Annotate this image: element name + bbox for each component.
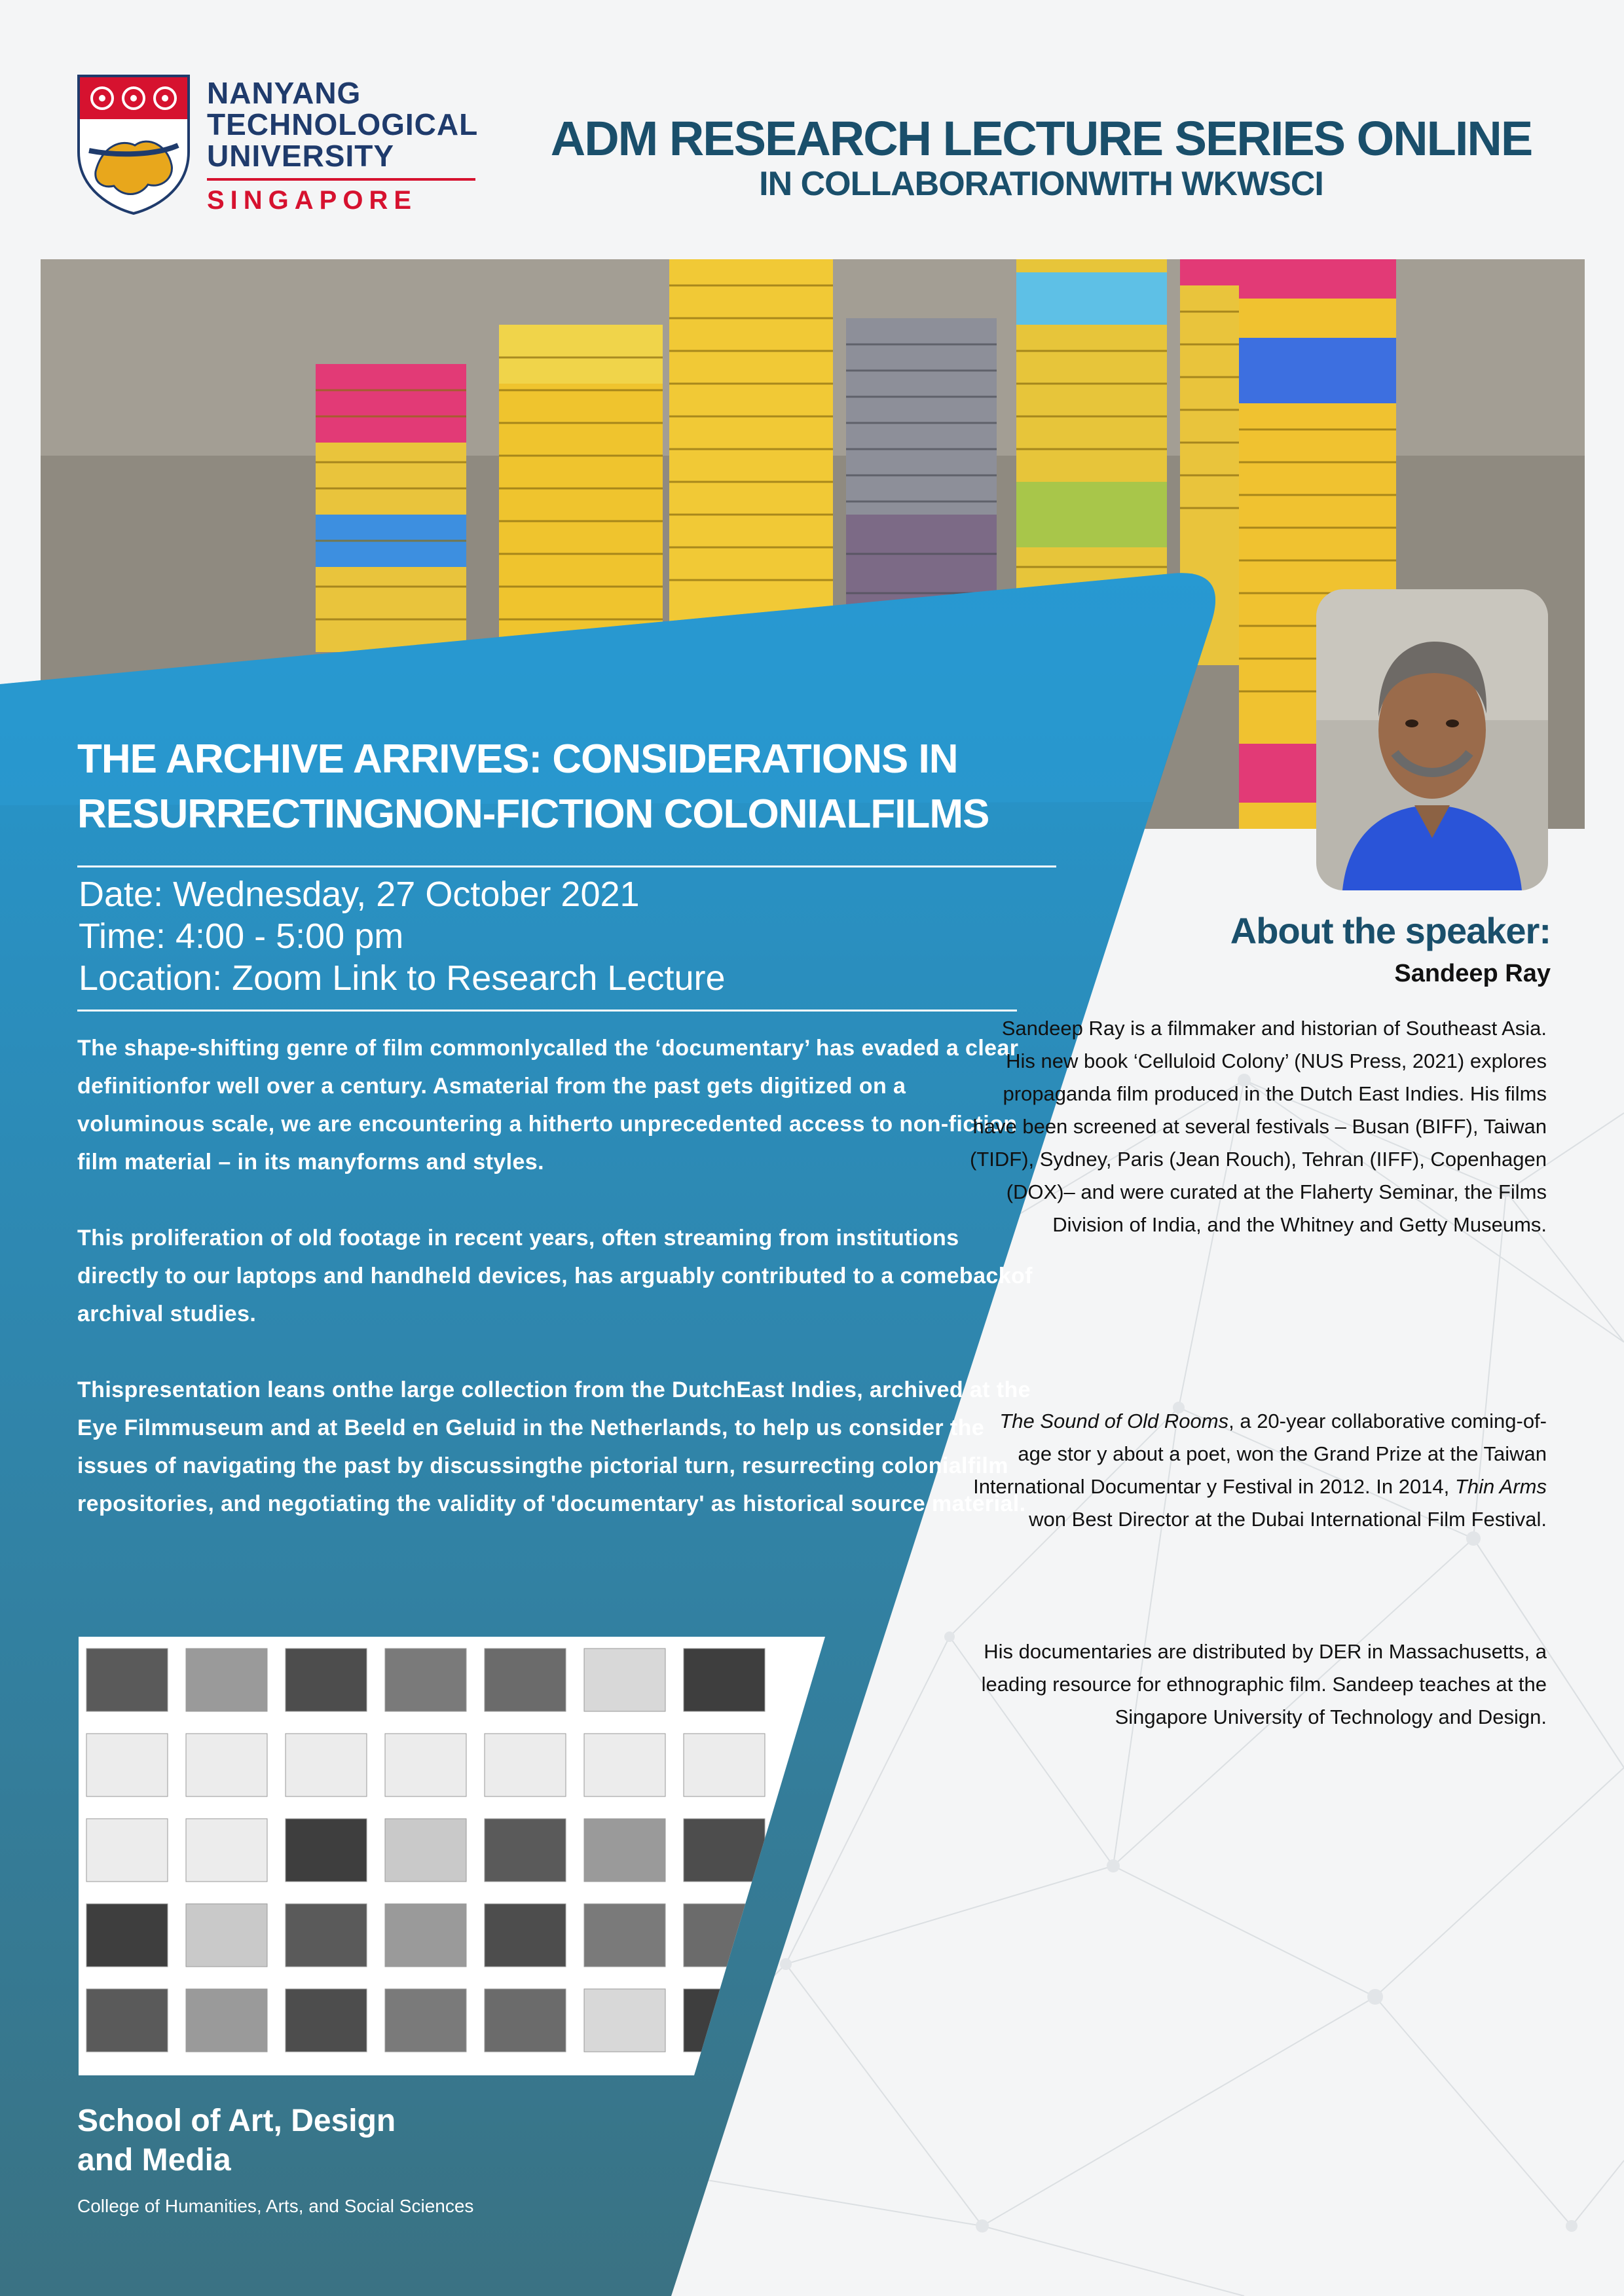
- archive-photo-thumbnail: [684, 1989, 765, 2052]
- archive-photo-thumbnail: [186, 1989, 267, 2052]
- school-name-line1: School of Art, Design: [77, 2104, 396, 2138]
- film-title-sound-of-old-rooms: The Sound of Old Rooms: [999, 1410, 1229, 1432]
- archive-photo-thumbnail: [385, 1819, 466, 1882]
- archive-photo-thumbnail: [286, 1989, 367, 2052]
- lecture-title-line2: RESURRECTINGNON-FICTION COLONIALFILMS: [77, 792, 989, 837]
- speaker-bio-2-text-a: , a 20-year collaborative coming-of-age stor y about a poet, won the Grand Prize at the Taiwan International Documentar y Festival in 2012. In 2014,: [973, 1410, 1547, 1498]
- archive-photo-thumbnail: [684, 1819, 765, 1882]
- speaker-bio-2-text-b: won Best Director at the Dubai International Film Festival.: [1029, 1508, 1547, 1531]
- archive-document-thumbnail: [86, 1819, 168, 1882]
- archive-photo-thumbnail: [385, 1904, 466, 1967]
- abstract-paragraph-3: Thispresentation leans onthe large collection from the DutchEast Indies, archived at the Eye Filmmuseum and at Beeld en Geluid in the Netherlands, to help us consider the issues of navigating the past by discussingthe pictorial turn, resurrecting colonialfilm repositories, and negotiating the validity of 'documentary' as historical source material.: [77, 1377, 1031, 1516]
- archive-photo-thumbnail: [186, 1904, 267, 1967]
- archive-document-thumbnail: [385, 1734, 466, 1796]
- lecture-title-line1: THE ARCHIVE ARRIVES: CONSIDERATIONS IN: [77, 737, 958, 782]
- archive-photo-thumbnail: [86, 1989, 168, 2052]
- event-details: [79, 873, 1061, 999]
- archive-photo-thumbnail: [485, 1819, 566, 1882]
- archive-photo-thumbnail: [385, 1989, 466, 2052]
- series-subtitle: IN COLLABORATIONWITH WKWSCI: [759, 165, 1323, 203]
- event-time: Time: 4:00 - 5:00 pm: [79, 917, 404, 956]
- archive-document-thumbnail: [485, 1734, 566, 1796]
- archive-photo-thumbnail: [86, 1649, 168, 1711]
- archive-photo-thumbnail: [86, 1904, 168, 1967]
- school-name-line2: and Media: [77, 2143, 231, 2178]
- archive-document-thumbnail: [584, 1734, 665, 1796]
- archive-photo-thumbnail: [684, 1904, 765, 1967]
- event-date: Date: Wednesday, 27 October 2021: [79, 875, 640, 914]
- logo-line-university: UNIVERSITY: [207, 139, 395, 173]
- abstract-paragraph-2: This proliferation of old footage in recent years, often streaming from institutions directly to our laptops and handheld devices, has arguably contributed to a comebackof archival studies.: [77, 1226, 1033, 1326]
- archive-image-collage: [79, 1637, 825, 2075]
- speaker-name: Sandeep Ray: [1394, 960, 1551, 987]
- archive-document-thumbnail: [684, 1734, 765, 1796]
- logo-line-technological: TECHNOLOGICAL: [207, 107, 479, 141]
- title-divider: [77, 866, 1056, 867]
- archive-photo-thumbnail: [186, 1649, 267, 1711]
- speaker-bio-1: Sandeep Ray is a filmmaker and historian of Southeast Asia. His new book ‘Celluloid Colony’ (NUS Press, 2021) explores propaganda film produced in the Dutch East Indies. His films have been screened at several festivals – Busan (BIFF), Taiwan (TIDF), Sydney, Paris (Jean Rouch), Tehran (IIFF), Copenhagen (DOX)– and were curated at the Flaherty Seminar, the Films Division of India, and the Whitney and Getty Museums.: [970, 1017, 1547, 1236]
- film-title-thin-arms: Thin Arms: [1454, 1475, 1547, 1498]
- archive-photo-thumbnail: [584, 1649, 665, 1711]
- archive-photo-thumbnail: [485, 1989, 566, 2052]
- event-location: Location: Zoom Link to Research Lecture: [79, 958, 726, 998]
- speaker-photo: [1316, 589, 1548, 890]
- logo-line-nanyang: NANYANG: [207, 76, 361, 110]
- lecture-title: [77, 732, 1151, 842]
- archive-photo-thumbnail: [584, 1819, 665, 1882]
- archive-photo-thumbnail: [684, 1649, 765, 1711]
- archive-photo-thumbnail: [286, 1904, 367, 1967]
- school-name: [77, 2102, 396, 2180]
- archive-document-thumbnail: [186, 1819, 267, 1882]
- archive-photo-thumbnail: [485, 1649, 566, 1711]
- series-title: ADM RESEARCH LECTURE SERIES ONLINE: [550, 111, 1532, 166]
- college-name: College of Humanities, Arts, and Social Sciences: [77, 2196, 474, 2216]
- abstract-paragraph-1: The shape-shifting genre of film commonlycalled the ‘documentary’ has evaded a clear definitionfor well over a century. Asmaterial from the past gets digitized on a voluminous scale, we are encountering a hitherto unprecedented access to non-fiction film material – in its manyforms and styles.: [77, 1036, 1019, 1175]
- archive-document-thumbnail: [286, 1734, 367, 1796]
- details-divider: [77, 1010, 1017, 1011]
- archive-photo-thumbnail: [584, 1904, 665, 1967]
- speaker-bio-3: His documentaries are distributed by DER in Massachusetts, a leading resource for ethnographic film. Sandeep teaches at the Singapore University of Technology and Design.: [981, 1640, 1547, 1728]
- archive-photo-thumbnail: [385, 1649, 466, 1711]
- archive-photo-thumbnail: [485, 1904, 566, 1967]
- archive-photo-thumbnail: [286, 1649, 367, 1711]
- speaker-bio-2: [969, 1405, 1547, 1536]
- archive-document-thumbnail: [86, 1734, 168, 1796]
- about-speaker-heading: About the speaker:: [1230, 910, 1551, 951]
- archive-document-thumbnail: [186, 1734, 267, 1796]
- archive-photo-thumbnail: [584, 1989, 665, 2052]
- logo-line-singapore: SINGAPORE: [207, 186, 418, 215]
- archive-photo-thumbnail: [286, 1819, 367, 1882]
